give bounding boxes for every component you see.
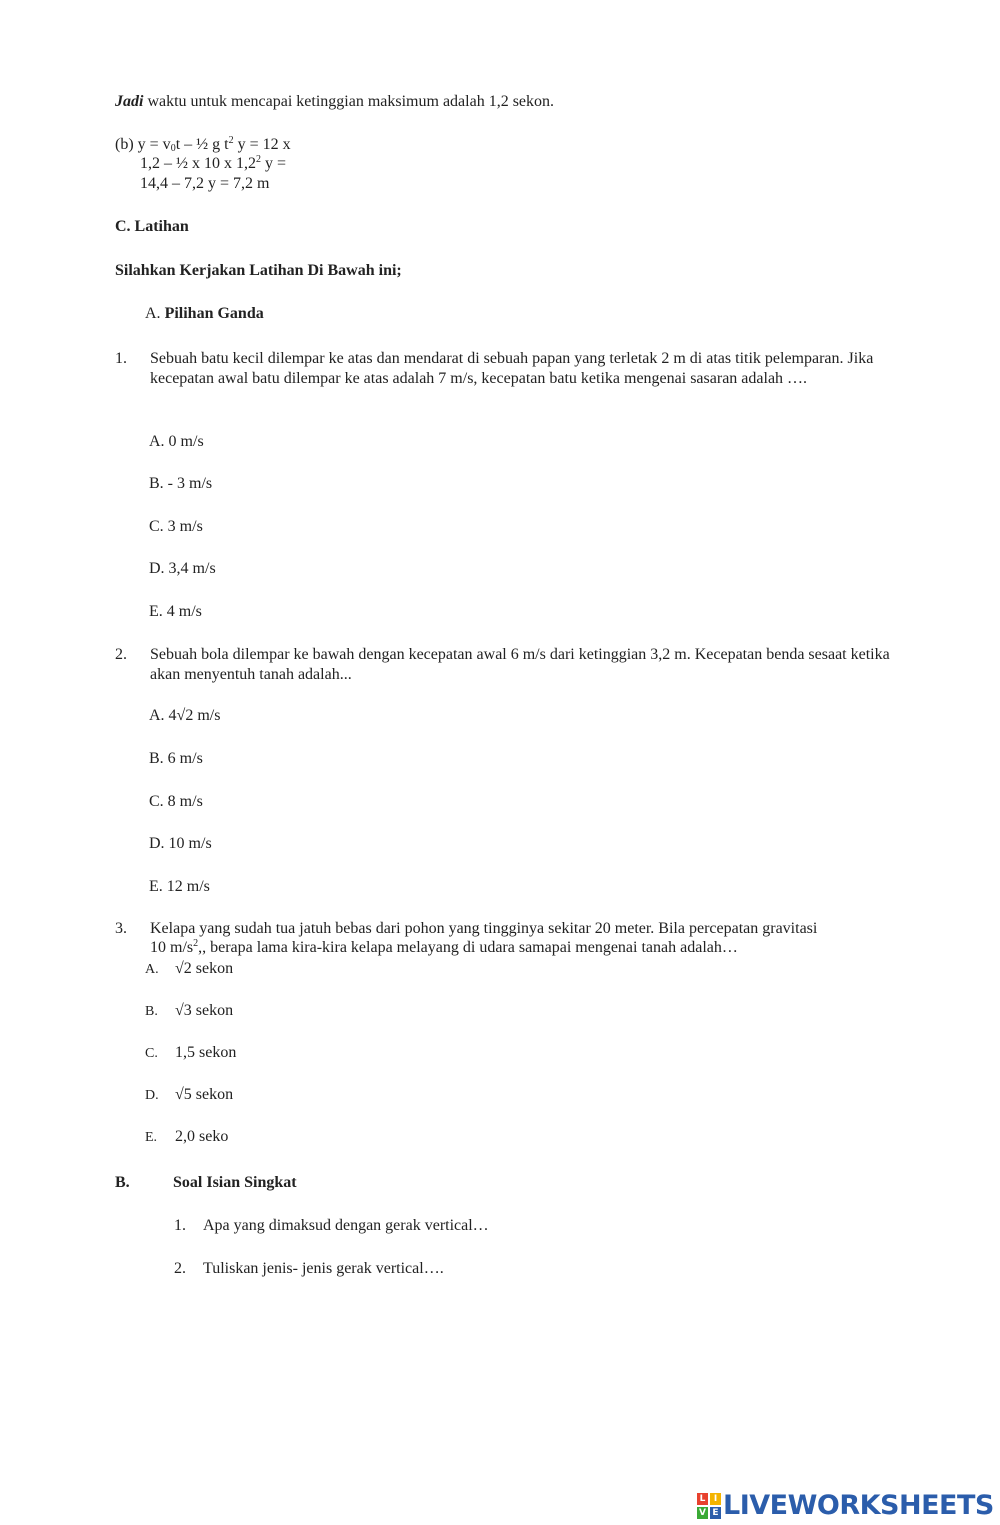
- logo-tile: E: [710, 1507, 721, 1519]
- q2-option-e[interactable]: E. 12 m/s: [149, 878, 210, 895]
- liveworksheets-logo[interactable]: [697, 1491, 994, 1521]
- option-letter: C.: [145, 1046, 158, 1061]
- option-letter: D.: [145, 1088, 159, 1103]
- short-answer-item-2: [174, 1259, 444, 1279]
- logo-tile: V: [697, 1507, 708, 1519]
- heading-title: Pilihan Ganda: [164, 305, 264, 322]
- item-text: Tuliskan jenis- jenis gerak vertical….: [203, 1260, 444, 1277]
- q2-option-c[interactable]: C. 8 m/s: [149, 793, 203, 810]
- multiple-choice-heading: [145, 304, 264, 324]
- question-3-text-line-1: Kelapa yang sudah tua jatuh bebas dari pohon yang tingginya sekitar 20 meter. Bila percepatan gravitasi: [150, 920, 818, 937]
- q1-option-d[interactable]: D. 3,4 m/s: [149, 560, 216, 577]
- q2-option-a[interactable]: A. 4√2 m/s: [149, 707, 221, 724]
- q3-option-d[interactable]: [145, 1085, 233, 1106]
- instruction-heading: Silahkan Kerjakan Latihan Di Bawah ini;: [115, 262, 402, 279]
- q3-text: 10 m/s: [150, 939, 194, 956]
- calc-text: (b) y = v: [115, 136, 171, 153]
- section-c-heading: C. Latihan: [115, 218, 189, 235]
- q3-option-a[interactable]: [145, 959, 233, 980]
- logo-tile: L: [697, 1493, 708, 1505]
- q1-option-a[interactable]: A. 0 m/s: [149, 433, 204, 450]
- short-answer-item-1: [174, 1216, 489, 1236]
- q3-option-e[interactable]: [145, 1127, 228, 1148]
- item-number: 2.: [174, 1260, 186, 1277]
- heading-letter: A.: [145, 305, 165, 322]
- option-text: √2 sekon: [175, 960, 234, 977]
- q3-option-b[interactable]: [145, 1001, 233, 1022]
- question-3-text-line-2: [150, 938, 738, 958]
- conclusion-line: [115, 92, 554, 112]
- calc-line-2: [140, 154, 286, 174]
- question-3-number: 3.: [115, 920, 127, 937]
- question-2-text: Sebuah bola dilempar ke bawah dengan kecepatan awal 6 m/s dari ketinggian 3,2 m. Kecepatan benda sesaat ketika akan menyentuh tanah adalah...: [150, 646, 890, 683]
- superscript: 2: [256, 154, 261, 165]
- calc-text: y = 12 x: [233, 136, 291, 153]
- question-1-number: 1.: [115, 350, 127, 367]
- option-text: √3 sekon: [175, 1002, 234, 1019]
- q2-option-d[interactable]: D. 10 m/s: [149, 835, 212, 852]
- superscript: 2: [193, 938, 199, 949]
- question-2-number: 2.: [115, 646, 127, 663]
- q3-text: ,, berapa lama kira-kira kelapa melayang di udara samapai mengenai tanah adalah…: [198, 939, 738, 956]
- option-letter: A.: [145, 962, 159, 977]
- item-number: 1.: [174, 1217, 186, 1234]
- q1-option-b[interactable]: B. - 3 m/s: [149, 475, 213, 492]
- subscript: 0: [170, 143, 176, 154]
- q1-option-e[interactable]: E. 4 m/s: [149, 603, 202, 620]
- liveworksheets-wordmark: LIVEWORKSHEETS: [723, 1490, 994, 1521]
- option-text: √5 sekon: [175, 1086, 234, 1103]
- jadi-word: Jadi: [115, 93, 144, 110]
- logo-tile: I: [710, 1493, 721, 1505]
- option-text: 1,5 sekon: [175, 1044, 237, 1061]
- item-text: Apa yang dimaksud dengan gerak vertical…: [203, 1217, 489, 1234]
- liveworksheets-logo-icon: [697, 1493, 721, 1519]
- calc-text: y =: [261, 155, 287, 172]
- calc-line-1: [115, 135, 291, 155]
- q2-option-b[interactable]: B. 6 m/s: [149, 750, 203, 767]
- option-letter: B.: [145, 1004, 158, 1019]
- q3-option-c[interactable]: [145, 1043, 236, 1064]
- calc-text: t – ½ g t: [175, 136, 229, 153]
- superscript: 2: [228, 135, 234, 146]
- conclusion-text: waktu untuk mencapai ketinggian maksimum adalah 1,2 sekon.: [143, 93, 555, 110]
- calc-text: 1,2 – ½ x 10 x 1,2: [140, 155, 256, 172]
- calc-line-3: 14,4 – 7,2 y = 7,2 m: [140, 175, 270, 192]
- section-b-title: Soal Isian Singkat: [173, 1174, 297, 1191]
- option-letter: E.: [145, 1130, 158, 1145]
- option-text: 2,0 seko: [175, 1128, 229, 1145]
- q1-option-c[interactable]: C. 3 m/s: [149, 518, 203, 535]
- question-1-text: Sebuah batu kecil dilempar ke atas dan mendarat di sebuah papan yang terletak 2 m di atas titik pelemparan. Jika kecepatan awal batu dilempar ke atas adalah 7 m/s, kecepatan batu ketika mengenai sasaran adalah ….: [150, 350, 874, 387]
- section-b-letter: B.: [115, 1174, 130, 1191]
